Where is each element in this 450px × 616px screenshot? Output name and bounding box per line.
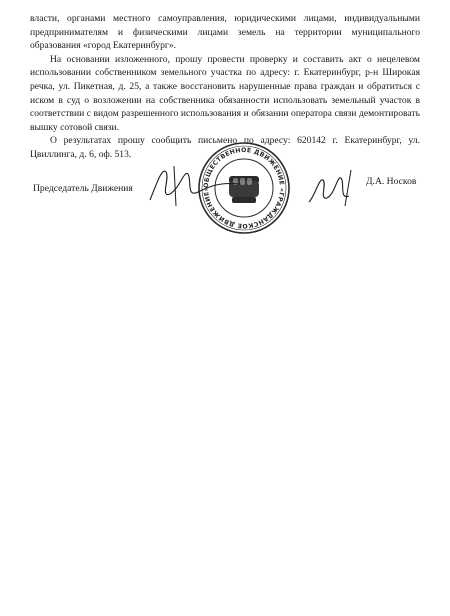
signatory-name: Д.А. Носков bbox=[366, 176, 417, 187]
signatory-title: Председатель Движения bbox=[33, 183, 133, 194]
paragraph-reply-address: О результатах прошу сообщить письмено по адресу: 620142 г. Екатеринбург, ул. Цвиллинга, д. 6, оф. 513. bbox=[30, 135, 420, 160]
paragraph-request: На основании изложенного, прошу провести проверку и составить акт о нецелевом использовании собственником земельного участка по адресу: г. Екатеринбург, р-н Широкая речка, ул. Пикетная, д. 25, а также восстановить нарушенные права граждан и обратиться с иском в суд о возложении на собственника обязанности использовать земельный участок в соответствии с видом разрешенного использования и обязании оператора связи демонтировать вышку сотовой связи. bbox=[30, 53, 420, 133]
seal-ring-text: ОБЩЕСТВЕННОЕ ДВИЖЕНИЕ «ГРАЖДАНСКОЕ ДВИЖЕНИЕ» bbox=[202, 146, 286, 230]
paragraph-continued: власти, органами местного самоуправления, юридическими лицами, индивидуальными предпринимателям и физическими лицами земель на территории муниципального образования «город Екатеринбург». bbox=[30, 13, 420, 52]
handwritten-signature bbox=[140, 160, 260, 210]
handwritten-signature-tail bbox=[305, 166, 365, 210]
